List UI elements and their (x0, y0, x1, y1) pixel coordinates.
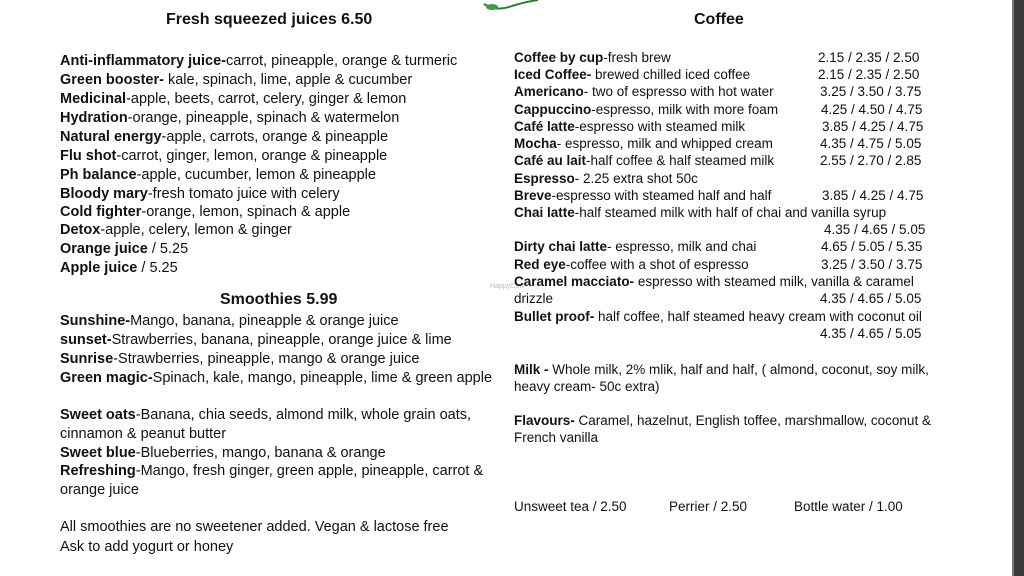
item-price: 3.85 / 4.25 / 4.75 (822, 188, 924, 203)
item-name: Sweet blue (60, 445, 136, 461)
item-name: sunset- (60, 332, 112, 348)
coffee-item (514, 256, 749, 273)
extra-drink: Bottle water / 1.00 (794, 499, 903, 514)
menu-item (60, 462, 505, 500)
coffee-item (514, 83, 774, 100)
item-desc: -espresso, milk with more foam (591, 102, 779, 117)
item-desc: -Mango, fresh ginger, green apple, pineapple, carrot & orange juice (60, 463, 484, 498)
item-desc: -apple, celery, lemon & ginger (100, 222, 292, 238)
menu-item (60, 166, 376, 185)
menu-item (60, 203, 350, 222)
coffee-item (514, 170, 698, 187)
item-price: 2.15 / 2.35 / 2.50 (818, 50, 920, 65)
extra-drink: Unsweet tea / 2.50 (514, 499, 627, 514)
item-name: Anti-inflammatory juice- (60, 53, 226, 69)
item-name: Flu shot (60, 148, 117, 164)
coffee-item (514, 49, 671, 66)
coffee-item (514, 308, 954, 325)
item-price: 4.35 / 4.65 / 5.05 (820, 326, 922, 341)
menu-item (60, 147, 387, 166)
item-desc: -apple, beets, carrot, celery, ginger & lemon (126, 91, 407, 107)
item-desc: Mango, banana, pineapple & orange juice (130, 313, 399, 329)
item-price: 3.85 / 4.25 / 4.75 (822, 119, 924, 134)
item-name: Iced Coffee- (514, 67, 592, 82)
item-price: 2.15 / 2.35 / 2.50 (818, 67, 920, 82)
item-name: Natural energy (60, 129, 162, 145)
item-price: 2.55 / 2.70 / 2.85 (820, 153, 922, 168)
menu-item (60, 52, 457, 71)
coffee-item (514, 66, 750, 83)
item-name: Caramel macciato- (514, 274, 635, 289)
menu-item (60, 90, 406, 109)
smoothie-note: Ask to add yogurt or honey (60, 539, 234, 555)
item-desc: / 5.25 (147, 241, 189, 257)
menu-item (60, 109, 399, 128)
coffee-item (514, 152, 774, 169)
watermark: HappyCow (490, 283, 525, 290)
item-desc: -half coffee & half steamed milk (586, 153, 775, 168)
item-name: Breve (514, 188, 552, 203)
extra-drink: Perrier / 2.50 (669, 499, 748, 514)
item-name: Bloody mary (60, 186, 148, 202)
coffee-item (514, 238, 756, 255)
item-name: Refreshing (60, 463, 136, 479)
milk-text: Whole milk, 2% mlik, half and half, ( almond, coconut, soy milk, heavy cream- 50c extra) (514, 362, 929, 394)
item-price: 3.25 / 3.50 / 3.75 (821, 257, 923, 272)
item-desc: -fresh tomato juice with celery (147, 186, 340, 202)
item-name: Chai latte (514, 205, 575, 220)
smoothies-title: Smoothies 5.99 (220, 291, 338, 308)
item-desc: - espresso, milk and whipped cream (556, 136, 773, 151)
item-desc: -orange, lemon, spinach & apple (141, 204, 351, 220)
item-price: 3.25 / 3.50 / 3.75 (820, 84, 922, 99)
item-name: Cold fighter (60, 204, 142, 220)
item-desc: half coffee, half steamed heavy cream with coconut oil (594, 309, 922, 324)
menu-item (60, 406, 505, 444)
item-price: 4.65 / 5.05 / 5.35 (821, 239, 923, 254)
menu-item (60, 331, 452, 350)
flavour-options (514, 412, 954, 446)
item-price: 4.25 / 4.50 / 4.75 (821, 102, 923, 117)
item-desc: -apple, cucumber, lemon & pineapple (136, 167, 376, 183)
item-name: Hydration (60, 110, 128, 126)
item-desc: -carrot, ginger, lemon, orange & pineapple (116, 148, 388, 164)
menu-item (60, 240, 188, 259)
smoothie-note: All smoothies are no sweetener added. Vegan & lactose free (60, 519, 449, 535)
item-price: 4.35 / 4.65 / 5.05 (820, 291, 922, 306)
item-desc: -apple, carrots, orange & pineapple (161, 129, 389, 145)
item-desc: -Blueberries, mango, banana & orange (135, 445, 386, 461)
item-name: Green magic- (60, 370, 153, 386)
item-name: Café latte (514, 119, 575, 134)
item-desc: -coffee with a shot of espresso (565, 257, 749, 272)
coffee-item (514, 187, 771, 204)
item-desc: -Strawberries, pineapple, mango & orange juice (113, 351, 420, 367)
leaf-decoration-icon (482, 0, 542, 12)
menu-item (60, 185, 340, 204)
item-desc: - 2.25 extra shot 50c (574, 171, 698, 186)
item-price: 4.35 / 4.65 / 5.05 (824, 222, 926, 237)
juices-title: Fresh squeezed juices 6.50 (166, 11, 373, 28)
coffee-item (514, 135, 773, 152)
milk-options (514, 361, 954, 395)
item-desc: - two of espresso with hot water (583, 84, 774, 99)
coffee-item (514, 204, 886, 221)
item-name: Sunrise (60, 351, 114, 367)
item-desc: kale, spinach, lime, apple & cucumber (163, 72, 413, 88)
item-desc: -orange, pineapple, spinach & watermelon (127, 110, 400, 126)
flavours-label: Flavours- (514, 413, 579, 428)
item-name: Mocha (514, 136, 557, 151)
menu-item (60, 369, 505, 388)
item-name: Americano (514, 84, 584, 99)
item-name: Café au lait (514, 153, 587, 168)
item-name: Apple juice (60, 260, 138, 276)
item-name: Cappuccino (514, 102, 592, 117)
item-name: Sunshine- (60, 313, 131, 329)
item-name: Detox (60, 222, 101, 238)
item-desc: Strawberries, banana, pineapple, orange juice & lime (111, 332, 452, 348)
item-name: Ph balance (60, 167, 137, 183)
item-name: Green booster- (60, 72, 164, 88)
flavours-text: Caramel, hazelnut, English toffee, marshmallow, coconut & French vanilla (514, 413, 931, 445)
menu-item (60, 128, 388, 147)
item-desc: Spinach, kale, mango, pineapple, lime & green apple (152, 370, 493, 386)
item-desc: -fresh brew (603, 50, 671, 65)
menu-item (60, 259, 178, 278)
item-name: Sweet oats (60, 407, 136, 423)
item-desc: -espresso with steamed half and half (551, 188, 772, 203)
menu-item (60, 71, 412, 90)
menu-item (60, 221, 292, 240)
item-desc: - espresso, milk and chai (607, 239, 757, 254)
menu-item (60, 312, 399, 331)
item-name: Dirty chai latte (514, 239, 608, 254)
menu-item (60, 350, 419, 369)
item-name: Coffee by cup (514, 50, 604, 65)
coffee-title: Coffee (694, 11, 744, 28)
item-desc: -Banana, chia seeds, almond milk, whole grain oats, cinnamon & peanut butter (60, 407, 472, 442)
item-price: 4.35 / 4.75 / 5.05 (820, 136, 922, 151)
item-name: Bullet proof- (514, 309, 595, 324)
item-name: Orange juice (60, 241, 148, 257)
item-desc: espresso with steamed milk, vanilla & caramel drizzle (514, 274, 914, 306)
item-name: Espresso (514, 171, 575, 186)
item-desc: carrot, pineapple, orange & turmeric (225, 53, 458, 69)
menu-item (60, 444, 386, 463)
item-desc: / 5.25 (137, 260, 178, 276)
milk-label: Milk - (514, 362, 553, 377)
coffee-item (514, 101, 778, 118)
item-name: Medicinal (60, 91, 127, 107)
item-desc: brewed chilled iced coffee (591, 67, 751, 82)
item-desc: -espresso with steamed milk (574, 119, 746, 134)
item-name: Red eye (514, 257, 566, 272)
coffee-item (514, 118, 745, 135)
item-desc: -half steamed milk with half of chai and vanilla syrup (574, 205, 887, 220)
